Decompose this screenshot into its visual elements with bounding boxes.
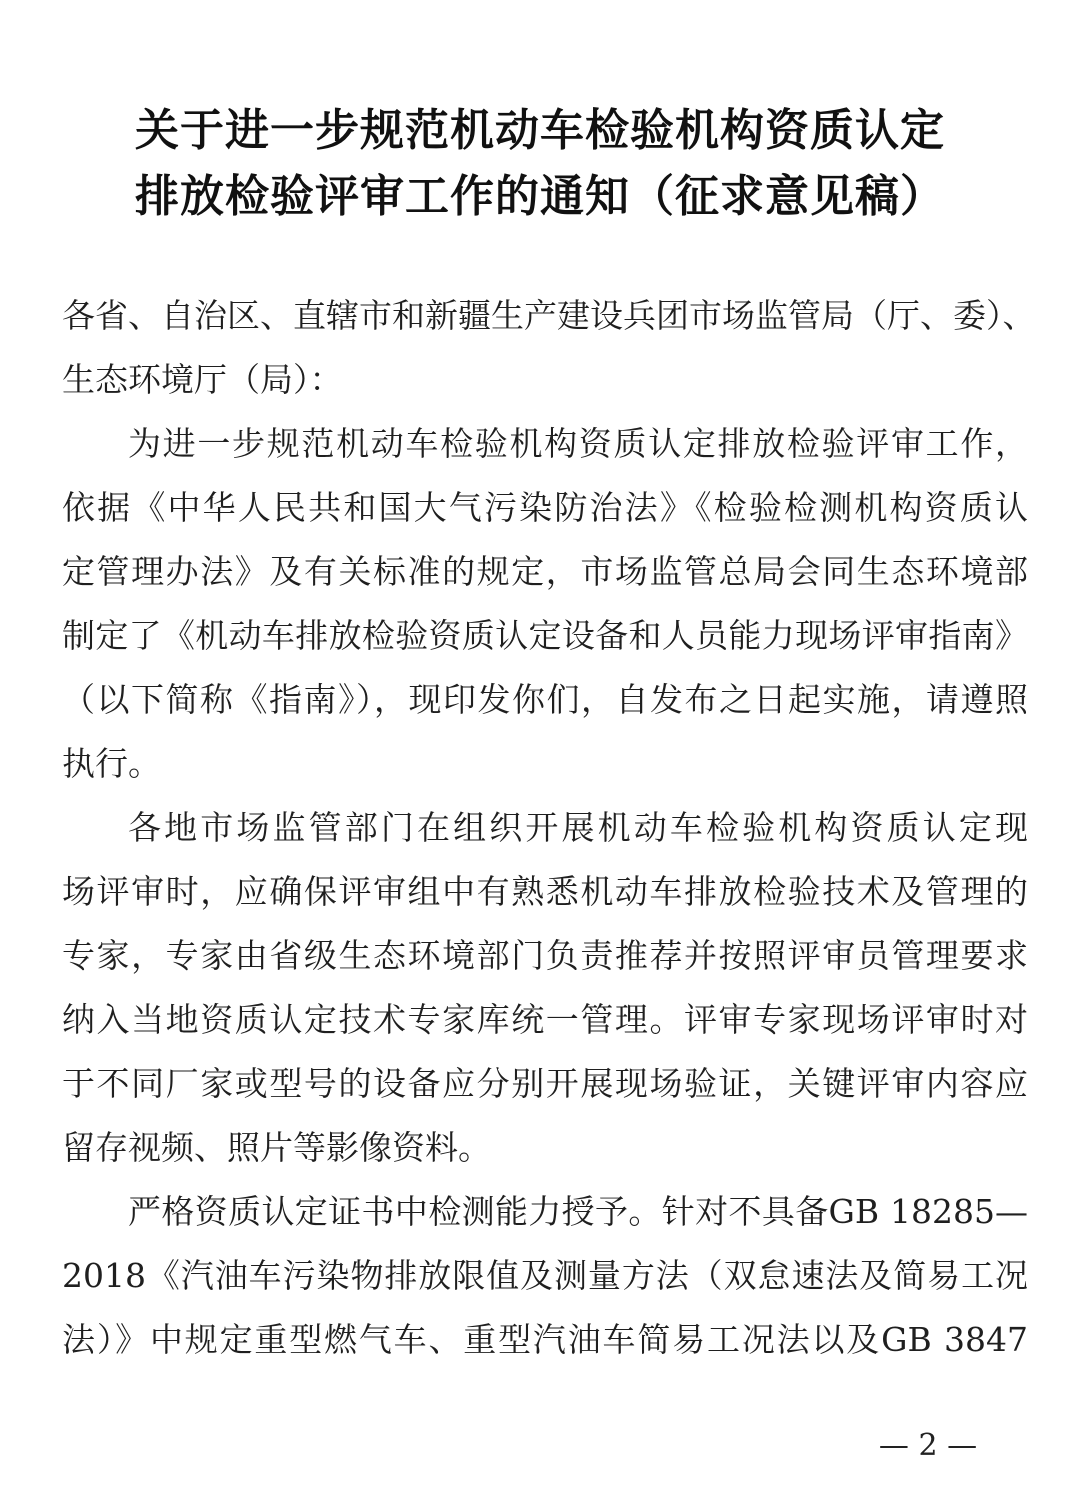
page-number: — 2 —: [878, 1428, 978, 1463]
paragraph-1-line-1: 为进一步规范机动车检验机构资质认定排放检验评审工作，: [128, 424, 1028, 463]
paragraph-1-line-2: 依据《中华人民共和国大气污染防治法》《检验检测机构资质认: [62, 488, 1028, 527]
paragraph-3-line-2: 2018《汽油车污染物排放限值及测量方法（双怠速法及简易工况: [62, 1256, 1028, 1295]
paragraph-2-line-2: 场评审时，应确保评审组中有熟悉机动车排放检验技术及管理的: [62, 872, 1028, 911]
paragraph-2-line-4: 纳入当地资质认定技术专家库统一管理。评审专家现场评审时对: [62, 1000, 1028, 1039]
document-title-line-1: 关于进一步规范机动车检验机构资质认定: [135, 105, 945, 156]
paragraph-1-line-6: 执行。: [62, 744, 161, 783]
recipient-line-1: 各省、自治区、直辖市和新疆生产建设兵团市场监管局（厅、委）、: [62, 296, 1036, 335]
document-title-line-2: 排放检验评审工作的通知（征求意见稿）: [135, 171, 945, 222]
paragraph-3-line-1: 严格资质认定证书中检测能力授予。针对不具备GB 18285—: [128, 1192, 1028, 1231]
recipient-line-2: 生态环境厅（局）：: [62, 360, 343, 399]
paragraph-2-line-5: 于不同厂家或型号的设备应分别开展现场验证，关键评审内容应: [62, 1064, 1028, 1103]
paragraph-2-line-3: 专家，专家由省级生态环境部门负责推荐并按照评审员管理要求: [62, 936, 1028, 975]
paragraph-1-line-3: 定管理办法》及有关标准的规定，市场监管总局会同生态环境部: [62, 552, 1028, 591]
paragraph-3-line-3: 法）》中规定重型燃气车、重型汽油车简易工况法以及GB 3847: [62, 1320, 1028, 1359]
paragraph-2-line-1: 各地市场监管部门在组织开展机动车检验机构资质认定现: [128, 808, 1028, 847]
paragraph-1-line-5: （以下简称《指南》），现印发你们，自发布之日起实施，请遵照: [62, 680, 1028, 719]
paragraph-2-line-6: 留存视频、照片等影像资料。: [62, 1128, 491, 1167]
paragraph-1-line-4: 制定了《机动车排放检验资质认定设备和人员能力现场评审指南》: [62, 616, 1028, 655]
document-body: [62, 284, 1036, 1372]
